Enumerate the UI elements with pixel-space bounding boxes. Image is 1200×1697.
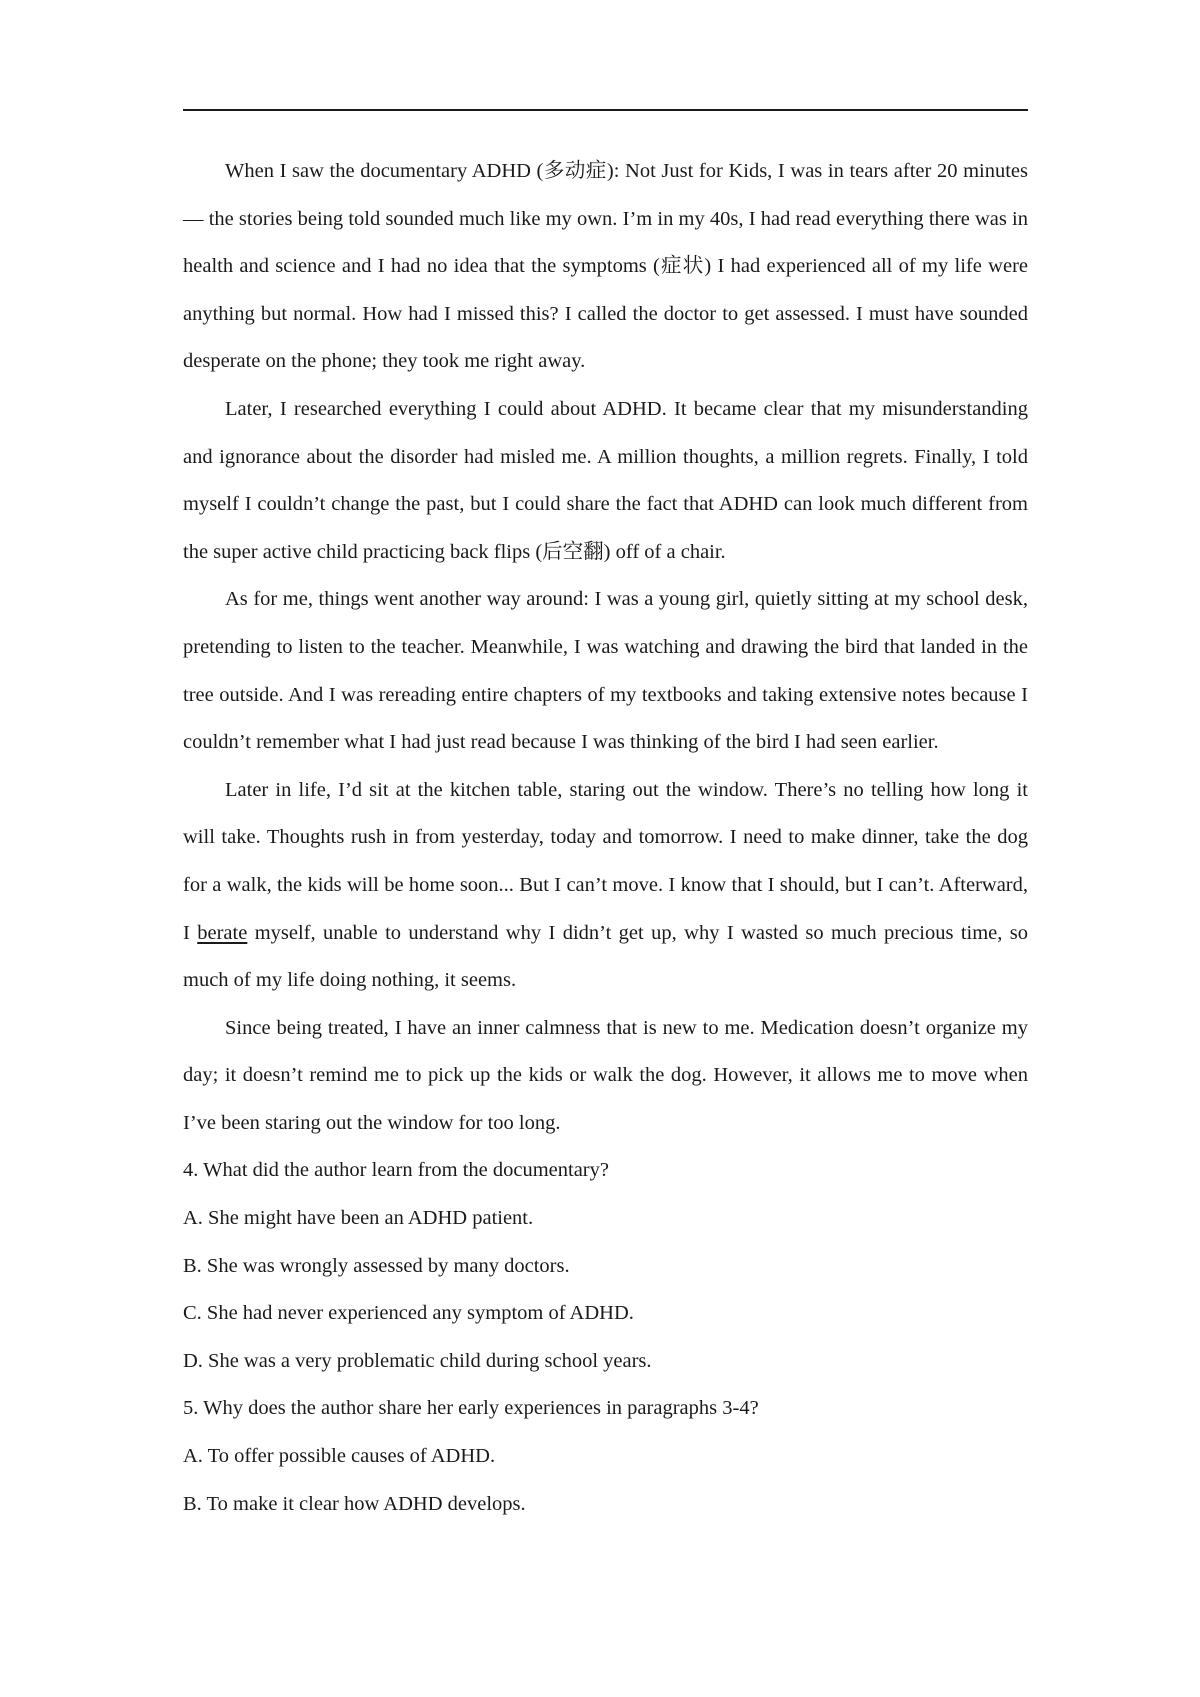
paragraph-2: Later, I researched everything I could about ADHD. It became clear that my misunderstanding and ignorance about the disorder had misled me. A million thoughts, a million regrets. Finally, I told myself I couldn’t change the past, but I could share the fact that ADHD can look much different from the super active child practicing back flips (后空翻) off of a chair. <box>183 397 1028 563</box>
paragraph-3: As for me, things went another way around: I was a young girl, quietly sitting at my school desk, pretending to listen to the teacher. Meanwhile, I was watching and drawing the bird that landed in the tree outside. And I was rereading entire chapters of my textbooks and taking extensive notes because I couldn’t remember what I had just read because I was thinking of the bird I had seen earlier. <box>183 588 1028 754</box>
paragraph-4-text-after: myself, unable to understand why I didn’t get up, why I wasted so much precious time, so much of my life doing nothing, it seems. <box>183 921 1029 992</box>
paragraph-4-text-before: Later in life, I’d sit at the kitchen table, staring out the window. There’s no telling how long it will take. Thoughts rush in from yesterday, today and tomorrow. I need to make dinner, take the dog for a walk, the kids will be home soon... But I can’t move. I know that I should, but I can’t. Afterward, I <box>183 778 1028 944</box>
paragraph-4 <box>183 767 1028 1005</box>
option-d: D. She was a very problematic child during school years. <box>183 1349 652 1372</box>
question-stem: 4. What did the author learn from the documentary? <box>183 1159 609 1182</box>
paragraph-5: Since being treated, I have an inner calmness that is new to me. Medication doesn’t organize my day; it doesn’t remind me to pick up the kids or walk the dog. However, it allows me to move when I’ve been staring out the window for too long. <box>183 1016 1028 1134</box>
paragraph-1: When I saw the documentary ADHD (多动症): Not Just for Kids, I was in tears after 20 minutes — the stories being told sounded much like my own. I’m in my 40s, I had read everything there was in health and science and I had no idea that the symptoms (症状) I had experienced all of my life were anything but normal. How had I missed this? I called the doctor to get assessed. I must have sounded desperate on the phone; they took me right away. <box>183 160 1028 373</box>
header-rule <box>183 109 1028 111</box>
option-b: B. She was wrongly assessed by many doctors. <box>183 1254 570 1277</box>
question-stem: 5. Why does the author share her early experiences in paragraphs 3-4? <box>183 1397 759 1420</box>
underlined-word: berate <box>197 921 248 944</box>
question-5 <box>183 1385 1028 1528</box>
reading-passage <box>183 148 1028 1528</box>
option-a: A. She might have been an ADHD patient. <box>183 1207 534 1230</box>
question-4 <box>183 1147 1028 1385</box>
option-b: B. To make it clear how ADHD develops. <box>183 1492 526 1515</box>
option-c: C. She had never experienced any symptom of ADHD. <box>183 1302 634 1325</box>
option-a: A. To offer possible causes of ADHD. <box>183 1445 496 1468</box>
